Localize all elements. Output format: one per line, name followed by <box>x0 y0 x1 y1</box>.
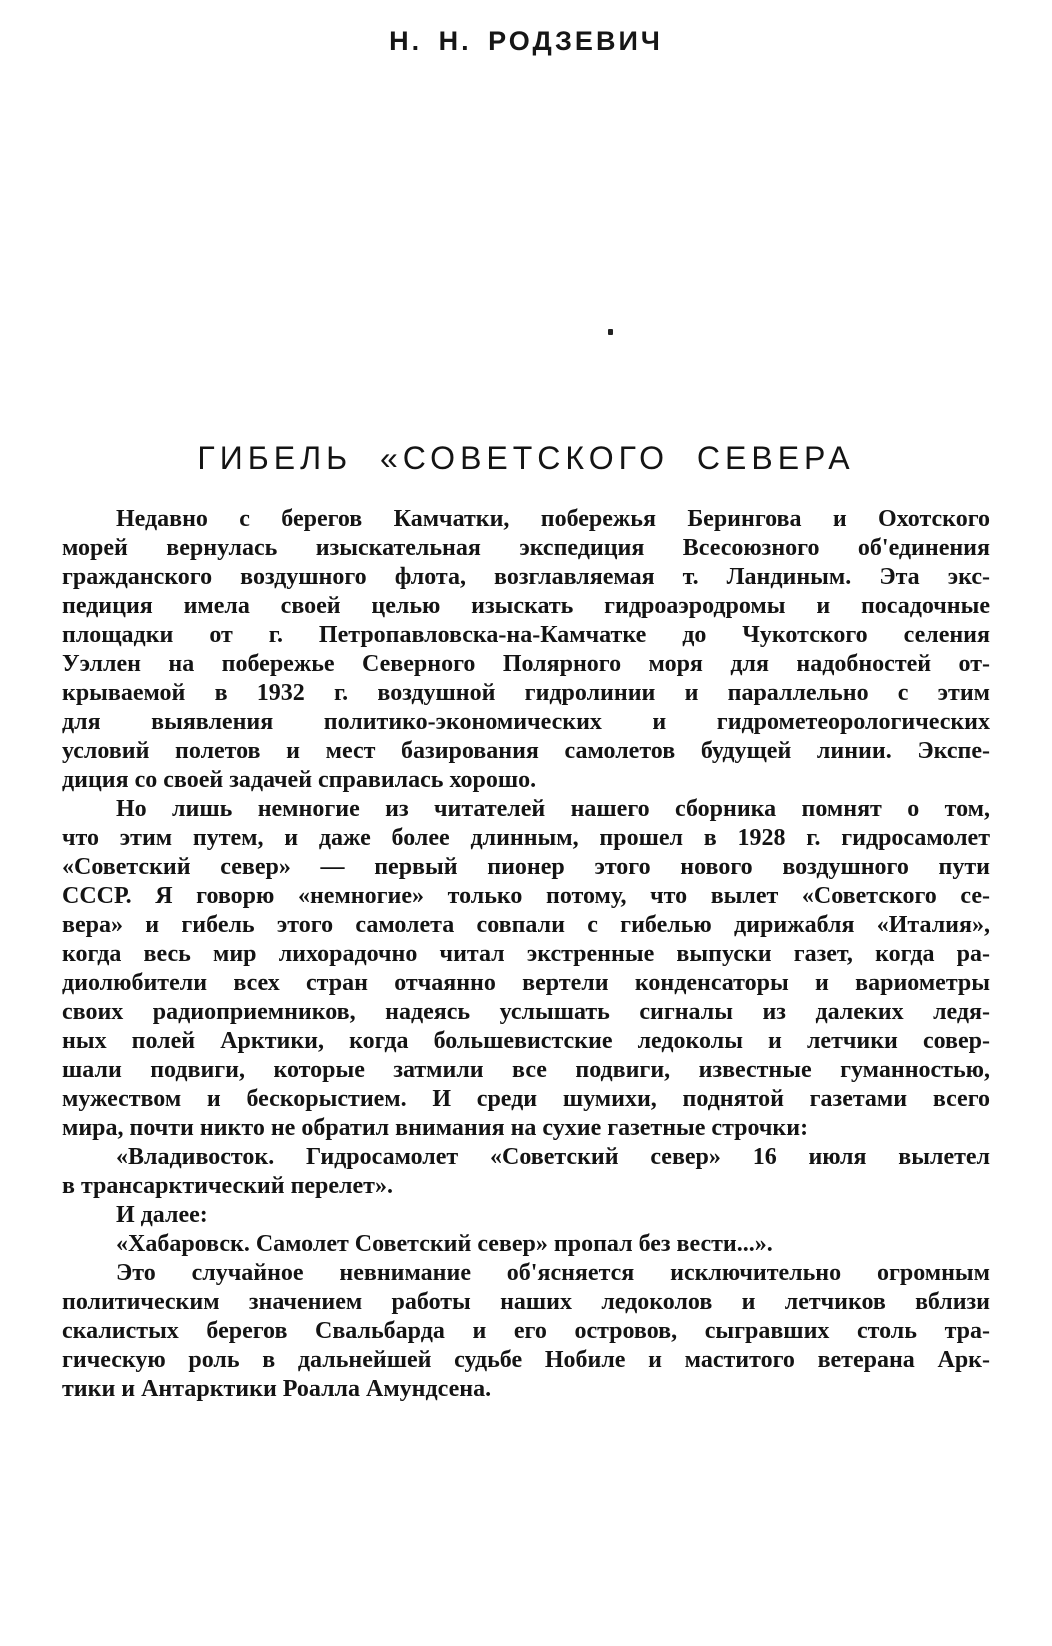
text-line: вера» и гибель этого самолета совпали с гибелью дирижабля «Италия», <box>62 912 990 938</box>
text-line: И далее: <box>116 1202 208 1228</box>
text-line: «Советский север» — первый пионер этого нового воздушного пути <box>62 854 990 880</box>
text-line: тики и Антарктики Роалла Амундсена. <box>62 1376 492 1402</box>
text-line: условий полетов и мест базирования самолетов будущей линии. Экспе- <box>62 738 990 764</box>
scan-artifact-speck <box>608 329 613 335</box>
text-line: «Хабаровск. Самолет Советский север» пропал без вести...». <box>116 1231 773 1257</box>
text-line: ных полей Арктики, когда большевистские ледоколы и летчики совер- <box>62 1028 990 1054</box>
text-line: «Владивосток. Гидросамолет «Советский север» 16 июля вылетел <box>116 1144 990 1170</box>
text-line: скалистых берегов Свальбарда и его островов, сыгравших столь тра- <box>62 1318 990 1344</box>
text-line: СССР. Я говорю «немногие» только потому, что вылет «Советского се- <box>62 883 990 909</box>
text-line: мира, почти никто не обратил внимания на сухие газетные строчки: <box>62 1115 809 1141</box>
text-line: гражданского воздушного флота, возглавляемая т. Ландиным. Эта экс- <box>62 564 990 590</box>
text-line: Это случайное невнимание об'ясняется исключительно огромным <box>116 1260 990 1286</box>
text-line: что этим путем, и даже более длинным, прошел в 1928 г. гидросамолет <box>62 825 990 851</box>
text-line: площадки от г. Петропавловска-на-Камчатке до Чукотского селения <box>62 622 990 648</box>
text-line: диция со своей задачей справилась хорошо. <box>62 767 537 793</box>
text-line: педиция имела своей целью изыскать гидроаэродромы и посадочные <box>62 593 990 619</box>
text-line: своих радиоприемников, надеясь услышать сигналы из далеких ледя- <box>62 999 990 1025</box>
text-line: крываемой в 1932 г. воздушной гидролинии и параллельно с этим <box>62 680 990 706</box>
text-line: диолюбители всех стран отчаянно вертели конденсаторы и вариометры <box>62 970 990 996</box>
text-line: морей вернулась изыскательная экспедиция Всесоюзного об'единения <box>62 535 990 561</box>
text-line: Уэллен на побережье Северного Полярного моря для надобностей от- <box>62 651 990 677</box>
body-text <box>62 505 990 1404</box>
text-line: в трансарктический перелет». <box>62 1173 393 1199</box>
text-line: мужеством и бескорыстием. И среди шумихи, поднятой газетами всего <box>62 1086 990 1112</box>
page-title: ГИБЕЛЬ «СОВЕТСКОГО СЕВЕРА <box>197 440 855 476</box>
text-line: Недавно с берегов Камчатки, побережья Берингова и Охотского <box>116 506 990 532</box>
text-line: для выявления политико-экономических и гидрометеорологических <box>62 709 990 735</box>
text-line: шали подвиги, которые затмили все подвиги, известные гуманностью, <box>62 1057 990 1083</box>
text-line: политическим значением работы наших ледоколов и летчиков вблизи <box>62 1289 990 1315</box>
text-line: гическую роль в дальнейшей судьбе Нобиле и маститого ветерана Арк- <box>62 1347 990 1373</box>
author-heading: Н. Н. РОДЗЕВИЧ <box>389 26 663 56</box>
text-line: когда весь мир лихорадочно читал экстренные выпуски газет, когда ра- <box>62 941 990 967</box>
text-line: Но лишь немногие из читателей нашего сборника помнят о том, <box>116 796 990 822</box>
